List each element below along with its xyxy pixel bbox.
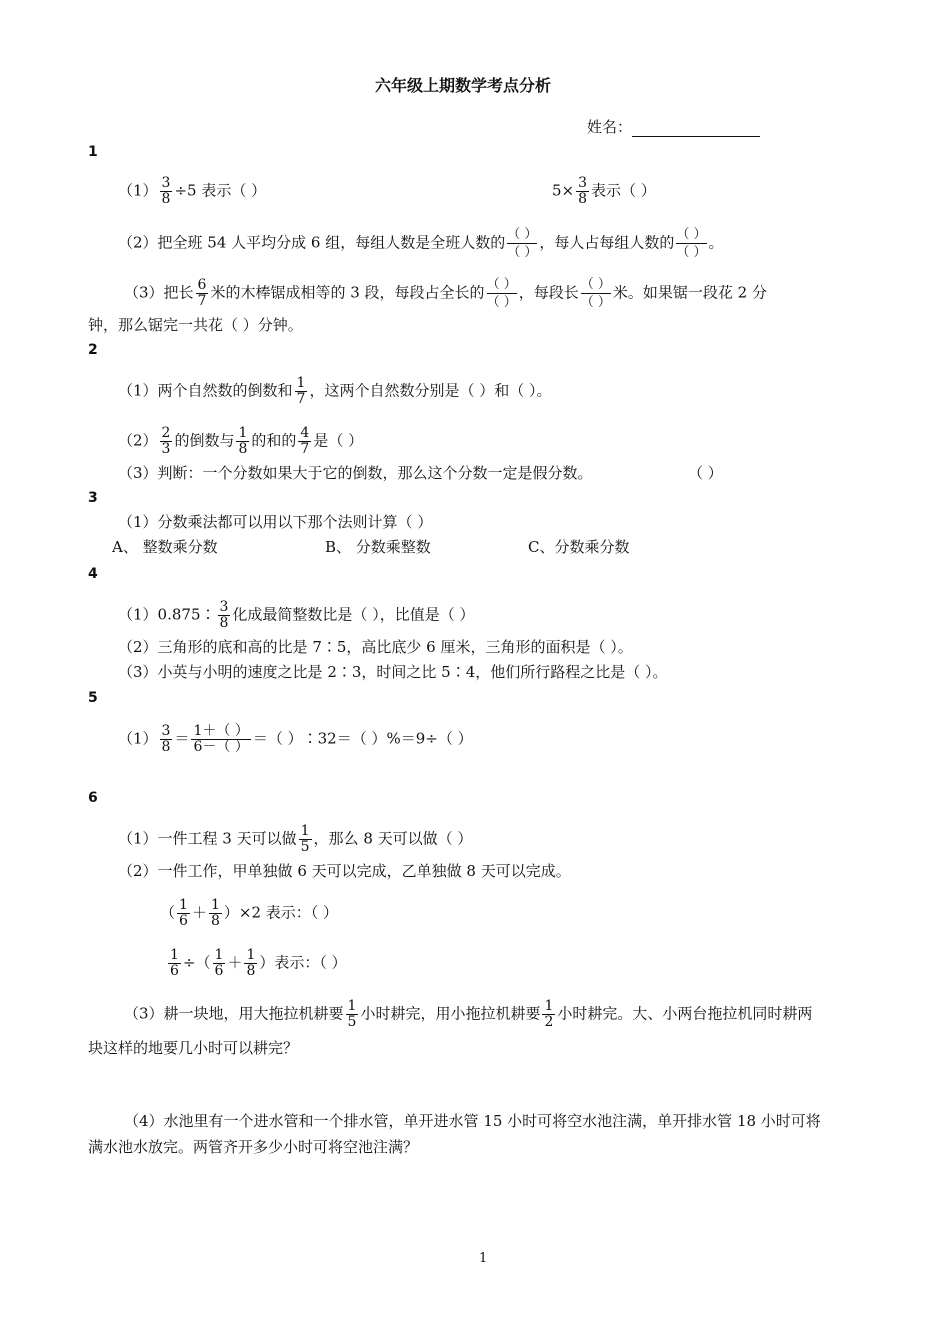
blank-fraction: （ ） （ ） [507, 227, 538, 260]
name-blank[interactable] [632, 120, 760, 137]
section-number-3: 3 [88, 490, 98, 506]
q1-2: （2）把全班 54 人平均分成 6 组，每组人数是全班人数的 （ ） （ ） ，每人占每组人数的 （ ） （ ） 。 [118, 227, 724, 260]
page-title: 六年级上期数学考点分析 [375, 76, 552, 95]
section-number-4: 4 [88, 566, 98, 582]
name-field[interactable] [587, 117, 760, 137]
fraction: $\frac{1}{8}$ [246, 947, 256, 979]
q4-3: （3）小英与小明的速度之比是 2∶3，时间之比 5∶4，他们所行路程之比是（ ）。 [118, 663, 668, 681]
q6-2-expr2: $\frac{1}{6}$ ÷（ $\frac{1}{6}$ ＋ $\frac{1}{8}$ ）表示：（ ） [170, 947, 347, 979]
section-number-6: 6 [88, 790, 98, 806]
q3-option-b: B、 分数乘整数 [325, 538, 431, 556]
q2-3: （3）判断：一个分数如果大于它的倒数，那么这个分数一定是假分数。 [118, 464, 593, 482]
fraction: $\frac{3}{8}$ [219, 599, 229, 631]
q6-4-cont: 满水池水放完。两管齐开多少小时可将空池注满？ [88, 1138, 419, 1156]
fraction: $\frac{3}{8}$ [161, 175, 171, 207]
expression-fraction: $\frac{1+( )}{6-( )}$ [193, 723, 249, 755]
q6-1: （1）一件工程 3 天可以做 $\frac{1}{5}$ ，那么 8 天可以做（ ） [118, 823, 473, 855]
fraction: $\frac{1}{2}$ [544, 998, 554, 1030]
q6-4: （4）水池里有一个进水管和一个排水管，单开进水管 15 小时可将空水池注满，单开排水管 18 小时可将 [124, 1112, 821, 1130]
page-number: 1 [479, 1251, 488, 1266]
fraction: $\frac{1}{6}$ [214, 947, 224, 979]
fraction: $\frac{3}{8}$ [161, 723, 171, 755]
fraction: $\frac{2}{3}$ [161, 425, 171, 457]
q5-1: （1） $\frac{3}{8}$ ＝ $\frac{1+( )}{6-( )}$ ＝（ ）∶32＝（ ）%＝9÷（ ） [118, 723, 473, 755]
q1-3-cont: 钟，那么锯完一共花（ ）分钟。 [88, 316, 303, 334]
blank-fraction: （ ） （ ） [486, 277, 517, 310]
q3-option-c: C、分数乘分数 [528, 538, 630, 556]
fraction: $\frac{1}{5}$ [300, 823, 310, 855]
q1-1b: 5× $\frac{3}{8}$ 表示（ ） [552, 175, 656, 207]
fraction: $\frac{1}{8}$ [238, 425, 248, 457]
q3-option-a: A、 整数乘分数 [112, 538, 218, 556]
q6-3: （3）耕一块地，用大拖拉机耕要 $\frac{1}{5}$ 小时耕完，用小拖拉机耕要 $\frac{1}{2}$ 小时耕完。大、小两台拖拉机同时耕两 [124, 998, 813, 1030]
fraction: $\frac{1}{6}$ [179, 897, 188, 929]
fraction: $\frac{1}{6}$ [170, 947, 179, 979]
q2-2: （2） $\frac{2}{3}$ 的倒数与 $\frac{1}{8}$ 的和的 $\frac{4}{7}$ 是（ ） [118, 425, 364, 457]
name-label: 姓名： [587, 118, 633, 136]
fraction: $\frac{4}{7}$ [300, 425, 310, 457]
q6-2-expr1: （ $\frac{1}{6}$ ＋ $\frac{1}{8}$ ）×2 表示：（ ） [160, 897, 339, 929]
q6-2: （2）一件工作，甲单独做 6 天可以完成，乙单独做 8 天可以完成。 [118, 862, 571, 880]
fraction: $\frac{6}{7}$ [197, 277, 207, 309]
fraction: $\frac{3}{8}$ [578, 175, 588, 207]
blank-fraction: （ ） （ ） [676, 227, 707, 260]
q4-1: （1）0.875∶ $\frac{3}{8}$ 化成最简整数比是（ ），比值是（ ） [118, 599, 475, 631]
blank-fraction: （ ） （ ） [580, 277, 611, 310]
q1-3: （3）把长 $\frac{6}{7}$ 米的木棒锯成相等的 3 段，每段占全长的 （ ） （ ） ，每段长 （ ） （ ） 米。如果锯一段花 2 分 [124, 277, 767, 310]
section-number-5: 5 [88, 690, 98, 706]
fraction: $\frac{1}{8}$ [210, 897, 220, 929]
fraction: $\frac{1}{5}$ [347, 998, 357, 1030]
fraction: $\frac{1}{7}$ [296, 375, 306, 407]
section-number-2: 2 [88, 342, 98, 358]
q3-1: （1）分数乘法都可以用以下那个法则计算（ ） [118, 513, 433, 531]
q1-1a: （1） $\frac{3}{8}$ ÷5 表示（ ） [118, 175, 267, 207]
section-number-1: 1 [88, 144, 98, 160]
q6-3-cont: 块这样的地要几小时可以耕完？ [88, 1039, 299, 1057]
q2-3-answer: （ ） [688, 464, 723, 482]
q2-1: （1）两个自然数的倒数和 $\frac{1}{7}$ ，这两个自然数分别是（ ）和（ ）。 [118, 375, 552, 407]
q4-2: （2）三角形的底和高的比是 7∶5，高比底少 6 厘米，三角形的面积是（ ）。 [118, 638, 633, 656]
